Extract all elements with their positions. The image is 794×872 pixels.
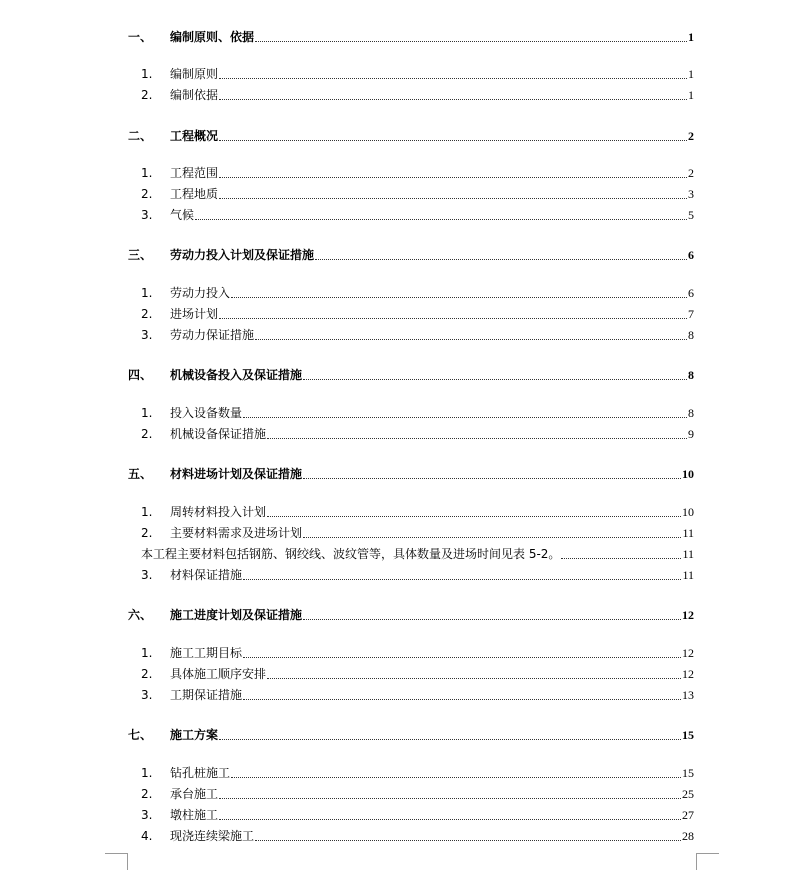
toc-page: 11: [682, 568, 694, 582]
toc-entry[interactable]: [141, 644, 694, 662]
toc-entry[interactable]: [141, 806, 694, 824]
toc-entry[interactable]: [141, 665, 694, 683]
toc-leader: [219, 738, 681, 740]
toc-page: 15: [682, 728, 694, 742]
toc-title: 劳动力投入: [170, 286, 231, 300]
toc-title: 材料保证措施: [170, 568, 243, 582]
toc-entry[interactable]: [141, 425, 694, 443]
toc-entry[interactable]: [141, 524, 694, 542]
toc-entry[interactable]: [141, 65, 694, 83]
toc-entry[interactable]: [141, 326, 694, 344]
toc-page: 12: [682, 667, 694, 681]
toc-title: 墩柱施工: [170, 808, 219, 822]
toc-leader: [303, 618, 681, 620]
toc-page: 1: [688, 30, 694, 44]
toc-page: 7: [688, 307, 694, 321]
toc-title: 进场计划: [170, 307, 219, 321]
toc-number: 3.: [141, 688, 153, 702]
toc-page: 13: [682, 688, 694, 702]
toc-leader: [219, 818, 681, 820]
toc-page: 9: [688, 427, 694, 441]
toc-title: 气候: [170, 208, 195, 222]
toc-page: 25: [682, 787, 694, 801]
toc-entry[interactable]: [141, 686, 694, 704]
toc-entry[interactable]: [141, 503, 694, 521]
toc-title: 劳动力保证措施: [170, 328, 255, 342]
toc-page: 6: [688, 286, 694, 300]
toc-leader: [219, 98, 687, 100]
toc-number: 2.: [141, 427, 153, 441]
toc-title: 机械设备保证措施: [170, 427, 267, 441]
toc-number: 2.: [141, 667, 153, 681]
toc-entry-chapter-1[interactable]: [128, 28, 694, 46]
toc-number: 七、: [128, 728, 153, 742]
toc-title: 承台施工: [170, 787, 219, 801]
toc-title: 施工工期目标: [170, 646, 243, 660]
toc-number: 4.: [141, 829, 153, 843]
toc-entry[interactable]: [141, 284, 694, 302]
toc-number: 2.: [141, 187, 153, 201]
toc-title: 材料进场计划及保证措施: [170, 467, 303, 481]
toc-entry-chapter-7[interactable]: [128, 726, 694, 744]
toc-page: 15: [682, 766, 694, 780]
toc-title: 劳动力投入计划及保证措施: [170, 248, 315, 262]
toc-leader: [267, 515, 681, 517]
toc-number: 六、: [128, 608, 153, 622]
toc-title: 编制原则、依据: [170, 30, 255, 44]
toc-number: 3.: [141, 568, 153, 582]
toc-page: 28: [682, 829, 694, 843]
toc-page: 6: [688, 248, 694, 262]
toc-title: 工程概况: [170, 129, 219, 143]
toc-leader: [561, 557, 681, 559]
toc-page: 1: [688, 67, 694, 81]
toc-leader: [255, 338, 687, 340]
toc-page: 11: [682, 526, 694, 540]
toc-number: 1.: [141, 646, 153, 660]
toc-title: 本工程主要材料包括钢筋、钢绞线、波纹管等，具体数量及进场时间见表 5-2。: [141, 547, 561, 561]
toc-number: 1.: [141, 166, 153, 180]
toc-leader: [303, 477, 681, 479]
toc-entry-chapter-6[interactable]: [128, 606, 694, 624]
toc-page: 12: [682, 646, 694, 660]
toc-entry[interactable]: [141, 566, 694, 584]
toc-leader: [219, 139, 687, 141]
toc-number: 二、: [128, 129, 153, 143]
toc-number: 一、: [128, 30, 153, 44]
toc-title: 工程范围: [170, 166, 219, 180]
toc-entry[interactable]: [141, 827, 694, 845]
toc-title: 施工方案: [170, 728, 219, 742]
toc-entry[interactable]: [141, 764, 694, 782]
toc-number: 1.: [141, 286, 153, 300]
toc-title: 现浇连续梁施工: [170, 829, 255, 843]
toc-leader: [219, 176, 687, 178]
toc-entry-chapter-4[interactable]: [128, 366, 694, 384]
toc-title: 周转材料投入计划: [170, 505, 267, 519]
toc-entry-chapter-2[interactable]: [128, 127, 694, 145]
toc-number: 三、: [128, 248, 153, 262]
toc-page: 12: [682, 608, 694, 622]
toc-number: 3.: [141, 208, 153, 222]
toc-leader: [303, 378, 687, 380]
toc-page: 1: [688, 88, 694, 102]
toc-leader: [303, 536, 681, 538]
toc-entry[interactable]: [141, 785, 694, 803]
toc-leader: [231, 296, 687, 298]
toc-entry[interactable]: [141, 86, 694, 104]
toc-leader: [267, 437, 687, 439]
toc-number: 1.: [141, 505, 153, 519]
toc-leader: [195, 218, 687, 220]
toc-title: 主要材料需求及进场计划: [170, 526, 303, 540]
toc-leader: [219, 317, 687, 319]
toc-number: 四、: [128, 368, 153, 382]
toc-leader: [255, 839, 681, 841]
toc-entry[interactable]: [141, 164, 694, 182]
toc-page: 8: [688, 368, 694, 382]
page-corner-mark-left: [105, 853, 128, 870]
toc-entry-chapter-3[interactable]: [128, 246, 694, 264]
toc-page: 11: [682, 547, 694, 561]
toc-title: 编制依据: [170, 88, 219, 102]
toc-number: 3.: [141, 328, 153, 342]
toc-entry-body-text[interactable]: [141, 545, 694, 563]
toc-page: 10: [682, 467, 694, 481]
toc-leader: [243, 578, 681, 580]
toc-title: 施工进度计划及保证措施: [170, 608, 303, 622]
toc-leader: [219, 797, 681, 799]
toc-leader: [219, 197, 687, 199]
toc-page: 2: [688, 129, 694, 143]
toc-number: 2.: [141, 787, 153, 801]
toc-leader: [315, 258, 687, 260]
toc-number: 3.: [141, 808, 153, 822]
toc-number: 2.: [141, 88, 153, 102]
toc-title: 工期保证措施: [170, 688, 243, 702]
toc-entry[interactable]: [141, 185, 694, 203]
toc-leader: [243, 416, 687, 418]
toc-title: 工程地质: [170, 187, 219, 201]
toc-page: 5: [688, 208, 694, 222]
toc-title: 钻孔桩施工: [170, 766, 231, 780]
toc-page: 8: [688, 328, 694, 342]
toc-number: 1.: [141, 406, 153, 420]
toc-entry[interactable]: [141, 206, 694, 224]
toc-title: 机械设备投入及保证措施: [170, 368, 303, 382]
toc-entry[interactable]: [141, 305, 694, 323]
toc-leader: [255, 40, 687, 42]
toc-leader: [231, 776, 681, 778]
toc-page: 8: [688, 406, 694, 420]
toc-page: 2: [688, 166, 694, 180]
toc-leader: [219, 77, 687, 79]
toc-title: 投入设备数量: [170, 406, 243, 420]
toc-page: 3: [688, 187, 694, 201]
toc-number: 2.: [141, 307, 153, 321]
toc-number: 1.: [141, 766, 153, 780]
toc-leader: [243, 656, 681, 658]
toc-leader: [267, 677, 681, 679]
toc-title: 编制原则: [170, 67, 219, 81]
toc-leader: [243, 698, 681, 700]
toc-title: 具体施工顺序安排: [170, 667, 267, 681]
toc-number: 2.: [141, 526, 153, 540]
toc-number: 五、: [128, 467, 153, 481]
toc-number: 1.: [141, 67, 153, 81]
toc-entry-chapter-5[interactable]: [128, 465, 694, 483]
toc-page: 10: [682, 505, 694, 519]
toc-entry[interactable]: [141, 404, 694, 422]
page-corner-mark-right: [696, 853, 719, 870]
toc-page: 27: [682, 808, 694, 822]
